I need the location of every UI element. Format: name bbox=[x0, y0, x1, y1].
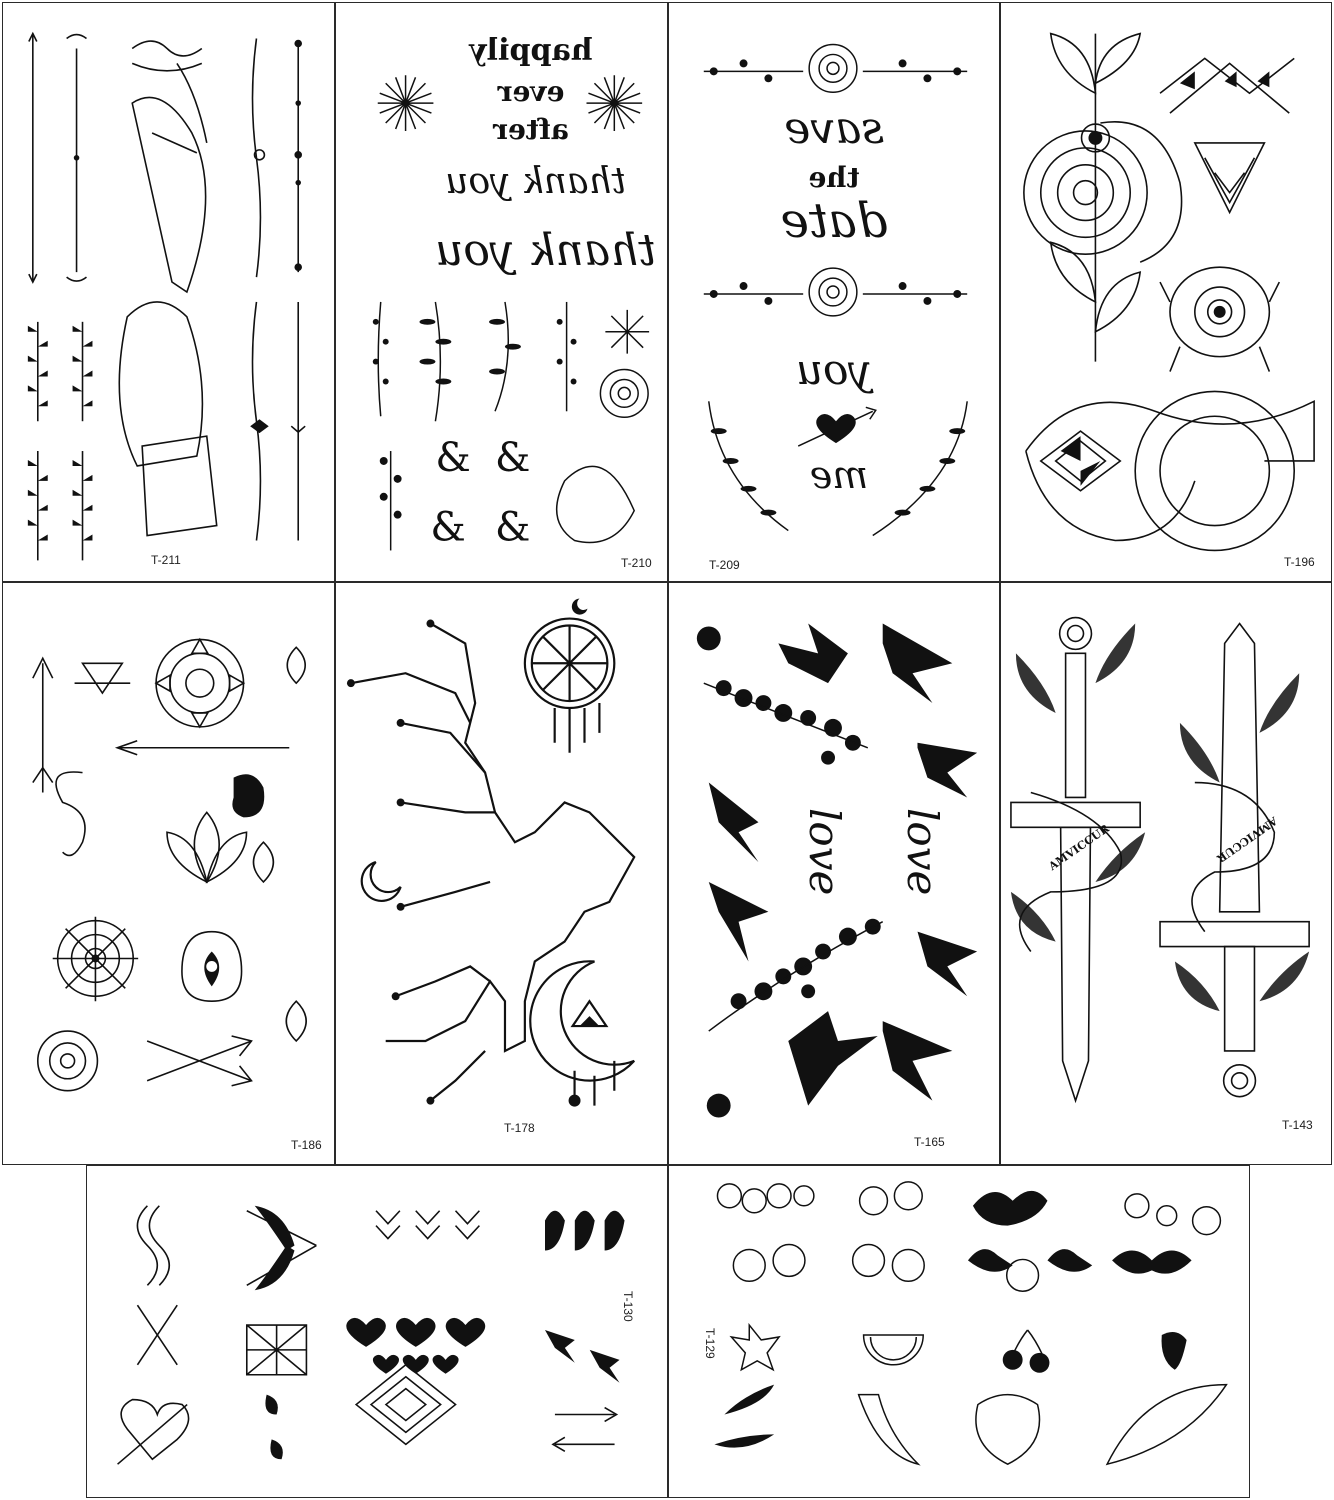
tattoo-sheet-t165 bbox=[668, 582, 1000, 1165]
me-text: me bbox=[809, 453, 869, 497]
sheet-code: T-209 bbox=[709, 558, 740, 572]
tattoo-sheet-t143 bbox=[1000, 582, 1332, 1165]
sheet-code: T-129 bbox=[703, 1328, 717, 1359]
small-symbols-artwork bbox=[87, 1166, 667, 1497]
after-text: after bbox=[493, 113, 569, 146]
tattoo-sheet-t129 bbox=[668, 1165, 1250, 1498]
tattoo-sheet-t211 bbox=[2, 2, 335, 582]
tattoo-sheet-t178 bbox=[335, 582, 668, 1165]
tattoo-sheet-t186 bbox=[2, 582, 335, 1165]
save-the-date-artwork bbox=[669, 3, 999, 581]
ever-text: ever bbox=[497, 75, 565, 108]
date-text: date bbox=[780, 193, 888, 249]
tattoo-sheet-t130 bbox=[86, 1165, 668, 1498]
sheet-code: T-211 bbox=[151, 553, 181, 567]
happily-text: happily bbox=[469, 33, 593, 68]
flowers-fruits-artwork bbox=[669, 1166, 1249, 1497]
hand-arrows-artwork bbox=[3, 3, 334, 581]
save-text: save bbox=[784, 103, 884, 154]
swallows-blossoms-artwork bbox=[669, 583, 999, 1164]
svg-text:&: & bbox=[435, 434, 471, 481]
you-text: you bbox=[795, 345, 873, 394]
thank-you-text-2: thank you bbox=[435, 225, 656, 276]
dagger-banner-text-2: AMVICCUR bbox=[1214, 813, 1280, 866]
love-text-1: love bbox=[800, 808, 849, 896]
tattoo-sheet-t210 bbox=[335, 2, 668, 582]
thank-you-text-1: thank you bbox=[445, 161, 626, 202]
love-text-2: love bbox=[898, 808, 947, 896]
spiritual-symbols-artwork bbox=[3, 583, 334, 1164]
tattoo-sheet-t209 bbox=[668, 2, 1000, 582]
svg-text:&: & bbox=[430, 504, 466, 551]
dagger-banner-text-1: AMVICCUR bbox=[1046, 821, 1112, 874]
tattoo-sheet-t196 bbox=[1000, 2, 1332, 582]
sheet-code: T-186 bbox=[291, 1138, 322, 1152]
the-text: the bbox=[808, 161, 860, 194]
geometric-deer-artwork bbox=[336, 583, 667, 1164]
sheet-code: T-210 bbox=[621, 556, 652, 570]
sheet-code: T-178 bbox=[504, 1121, 535, 1135]
sheet-code: T-196 bbox=[1284, 555, 1315, 569]
botanical-artwork bbox=[336, 3, 667, 581]
svg-text:&: & bbox=[495, 504, 531, 551]
sheet-code: T-165 bbox=[914, 1135, 945, 1149]
geometric-animals-artwork bbox=[1001, 3, 1331, 581]
svg-text:&: & bbox=[495, 434, 531, 481]
sheet-code: T-143 bbox=[1282, 1118, 1313, 1132]
sheet-code: T-130 bbox=[621, 1291, 635, 1322]
